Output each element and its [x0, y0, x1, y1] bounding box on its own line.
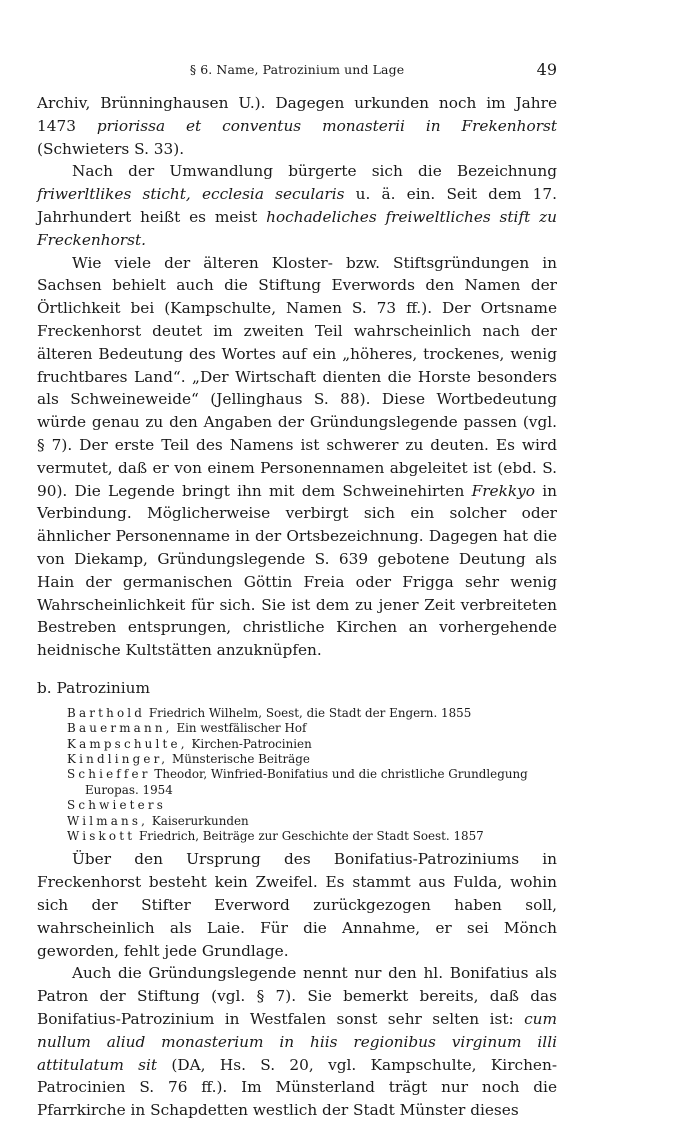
bibliography-item: [67, 829, 557, 844]
latin-quote: priorissa et conventus monasterii in Frekenhorst: [96, 116, 558, 135]
author: Kindlinger,: [67, 751, 169, 766]
author: Bauermann,: [67, 721, 173, 736]
page-body: [37, 92, 557, 1122]
paragraph-3: [37, 252, 557, 662]
quote: friwerltlikes sticht, ecclesia secularis: [37, 185, 345, 204]
running-head: § 6. Name, Patrozinium und Lage: [189, 62, 405, 77]
bibliography-item: [67, 798, 557, 813]
bibliography-item: [67, 721, 557, 736]
title: Friedrich, Beiträge zur Geschichte der Stadt Soest. 1857: [139, 828, 484, 843]
name-italic: Frekkyo: [471, 481, 535, 500]
quote: hochadeliches freiweltliches stift zu Freckenhorst.: [37, 207, 557, 249]
title: Theodor, Winfried-Bonifatius und die christliche Grundlegung: [154, 767, 528, 782]
bibliography-item: [67, 767, 557, 798]
text: u. ä. ein. Seit dem 17. Jahrhundert heißt es meist: [37, 185, 558, 226]
text: (DA, Hs. S. 20, vgl. Kampschulte, Kirchen-Patrocinien S. 76 ff.). Im Münsterland trägt nur noch die Pfarrkirche in Schapdetten westlich der Stadt Münster dieses: [37, 1055, 558, 1120]
text: Wie viele der älteren Kloster- bzw. Stiftsgründungen in Sachsen behielt auch die Stiftung Everwords den Namen der Örtlichkeit bei (Kampschulte, Namen S. 73 ff.). Der Ortsname Freckenhorst deutet im zweiten Teil wahrscheinlich nach der älteren Bedeutung des Wortes auf ein „höheres, trockenes, wenig fruchtbares Land“. „Der Wirtschaft dienten die Horste besonders als Schweineweide“ (Jellinghaus S. 88). Diese Wortbedeutung würde genau zu den Angaben der Gründungslegende passen (vgl. § 7). Der erste Teil des Namens ist schwerer zu deuten. Es wird vermutet, daß er von einem Personennamen abgeleitet ist (ebd. S. 90). Die Legende bringt ihn mit dem Schweinehirten: [37, 253, 557, 500]
section-heading: b. Patrozinium: [37, 678, 150, 697]
title: Kirchen-Patrocinien: [191, 736, 312, 751]
text: (Schwieters S. 33).: [37, 139, 185, 158]
author: Wilmans,: [67, 813, 149, 828]
text: Auch die Gründungslegende nennt nur den hl. Bonifatius als Patron der Stiftung (vgl. § 7). Sie bemerkt bereits, daß das Bonifatius-Patrozinium in Westfalen sonst sehr selten ist:: [37, 964, 557, 1028]
title-continuation: Europas. 1954: [85, 782, 173, 797]
text: Über den Ursprung des Bonifatius-Patroziniums in Freckenhorst besteht kein Zweifel. Es stammt aus Fulda, wohin sich der Stifter Everword zurückgezogen haben soll, wahrscheinlich als Laie. Für die Annahme, er sei Mönch geworden, fehlt jede Grundlage.: [37, 850, 557, 960]
text: in Verbindung. Möglicherweise verbirgt sich ein solcher oder ähnlicher Personenname in der Ortsbezeichnung. Dagegen hat die von Diekamp, Gründungslegende S. 639 gebotene Deutung als Hain der germanischen Göttin Freia oder Frigga sehr wenig Wahrscheinlichkeit für sich. Sie ist dem zu jener Zeit verbreiteten Bestreben entsprungen, christliche Kirchen an vorhergehende heidnische Kultstätten anzuknüpfen.: [37, 481, 557, 660]
title: Friedrich Wilhelm, Soest, die Stadt der Engern. 1855: [148, 705, 472, 720]
paragraph-2: [37, 160, 557, 251]
title: Münsterische Beiträge: [172, 751, 310, 766]
author: Kampschulte,: [67, 736, 188, 751]
text: Archiv, Brünninghausen U.). Dagegen urkunden noch im Jahre 1473: [37, 94, 557, 135]
page-header: [37, 62, 557, 82]
title: Kaiserurkunden: [151, 813, 249, 828]
text: Nach der Umwandlung bürgerte sich die Bezeichnung: [72, 162, 557, 181]
author: Wiskott: [67, 828, 136, 843]
author: Schieffer: [67, 767, 151, 782]
author: Barthold: [67, 705, 146, 720]
bibliography-item: [67, 814, 557, 829]
paragraph-1: [37, 92, 557, 160]
bibliography-item: [67, 706, 557, 721]
paragraph-4: [37, 848, 557, 962]
latin-quote: cum nullum aliud monasterium in hiis regionibus virginum illi attitulatum sit: [37, 1009, 557, 1074]
page-number: 49: [536, 60, 557, 79]
title: Ein westfälischer Hof: [176, 721, 307, 736]
bibliography-list: [67, 706, 557, 845]
bibliography-item: [67, 752, 557, 767]
author: Schwieters: [67, 798, 167, 813]
paragraph-5: [37, 962, 557, 1122]
bibliography-item: [67, 737, 557, 752]
